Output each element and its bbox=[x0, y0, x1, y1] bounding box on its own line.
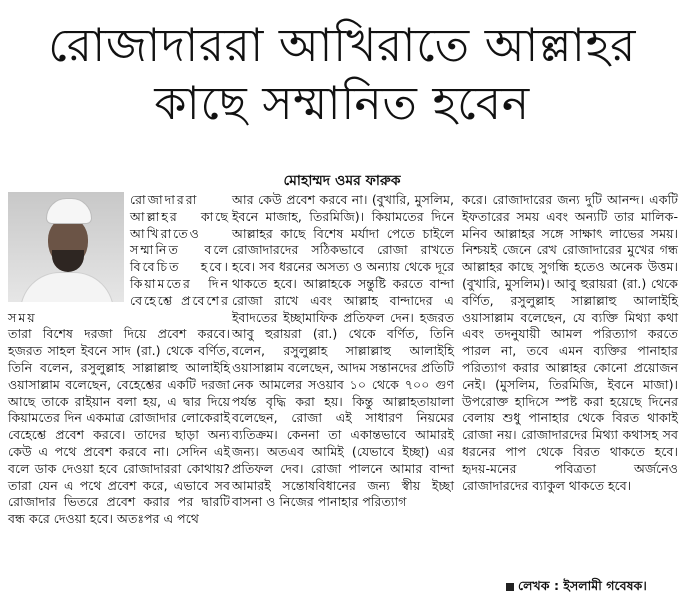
headline-line-1: রোজাদাররা আখিরাতে আল্লাহর bbox=[48, 18, 636, 72]
author-note-label: লেখক : bbox=[518, 578, 559, 593]
bullet-square-icon bbox=[506, 583, 514, 591]
byline: মোহাম্মদ ওমর ফারুক bbox=[283, 173, 401, 189]
column-2-body: আর কেউ প্রবেশ করবে না। (বুখারি, মুসলিম, ইবনে মাজাহ, তিরমিজি)। কিয়ামতের দিনে আল্লাহর কাছে বিশেষ মর্যাদা পেতে চাইলে রোজাদারদের সঠিকভাবে রোজা রাখতে হবে। সব ধরনের অসত্য ও অন্যায় থেকে দূরে থাকতে হবে। আল্লাহকে সন্তুষ্টি করতে বান্দা রোজা রাখে এবং আল্লাহ বান্দাদের এ ইবাদতের ইচ্ছামাফিক প্রতিফল দেন। হজরত আবু হুরায়রা (রা.) থেকে বর্ণিত, তিনি বলেন, রসুলুল্লাহ সাল্লাল্লাহু আলাইহি ওয়াসাল্লাম বলেছেন, আদম সন্তানদের প্রতিটি নেক আমলের সওয়াব ১০ থেকে ৭০০ গুণ পর্যন্ত বৃদ্ধি করা হয়। কিন্তু আল্লাহতায়ালা বলেছেন, রোজা এই সাধারণ নিয়মের ব্যতিক্রম। কেননা তা একান্তভাবে আমারই জন্য। অতএব আমিই (যেভাবে ইচ্ছা) এর প্রতিফল দেব। রোজা পালনে আমার বান্দা আমারই সন্তোষবিধানের জন্য স্বীয় ইচ্ছা বাসনা ও নিজের পানাহার পরিত্যাগ bbox=[232, 192, 454, 510]
article-column-3 bbox=[462, 192, 678, 494]
headline bbox=[0, 16, 684, 132]
article-column-2 bbox=[232, 192, 454, 511]
article-column-1 bbox=[8, 192, 230, 528]
author-note bbox=[506, 578, 647, 594]
column-3-body: করে। রোজাদারের জন্য দুটি আনন্দ। একটি ইফতারের সময় এবং অন্যটি তার মালিক-মনিব আল্লাহর সঙ্গে সাক্ষাৎ লাভের সময়। নিশ্চয়ই জেনে রেখ রোজাদারের মুখের গন্ধ আল্লাহর কাছে সুগন্ধি হতেও অনেক উত্তম। (বুখারি, মুসলিম)। আবু হুরায়রা (রা.) থেকে বর্ণিত, রসুলুল্লাহ সাল্লাল্লাহু আলাইহি ওয়াসাল্লাম বলেছেন, যে ব্যক্তি মিথ্যা কথা এবং তদনুযায়ী আমল পরিত্যাগ করতে পারল না, তবে এমন ব্যক্তির পানাহার পরিত্যাগ করার আল্লাহর কোনো প্রয়োজন নেই। (মুসলিম, তিরমিজি, ইবনে মাজা)। উপরোক্ত হাদিসে স্পষ্ট করা হয়েছে দিনের বেলায় শুধু পানাহার থেকে বিরত থাকাই রোজা নয়। রোজাদারদের মিথ্যা কথাসহ সব ধরনের পাপ থেকে বিরত থাকতে হবে। হৃদয়-মনের পবিত্রতা অর্জনেও রোজাদারদের ব্যাকুল থাকতে হবে। bbox=[462, 192, 678, 493]
column-1-body: তারা বিশেষ দরজা দিয়ে প্রবেশ করবে। হজরত সাহল ইবনে সাদ (রা.) থেকে বর্ণিত, তিনি বলেন, রসুলুল্লাহ সাল্লাল্লাহু আলাইহি ওয়াসাল্লাম বলেছেন, বেহেশ্তের একটি দরজা আছে তাকে রাইয়ান বলা হয়, এ দ্বার দিয়ে কিয়ামতের দিন একমাত্র রোজাদার লোকেরাই বেহেশ্তে প্রবেশ করবে। তাদের ছাড়া অন্য কেউ এ পথে প্রবেশ করবে না। সেদিন এই বলে ডাক দেওয়া হবে রোজাদাররা কোথায়? তারা যেন এ পথে প্রবেশ করে, এভাবে সব রোজাদার ভিতরে প্রবেশ করার পর দ্বারটি বন্ধ করে দেওয়া হবে। অতঃপর এ পথে bbox=[8, 326, 230, 527]
column-1-intro: রোজাদাররা আল্লাহর কাছে আখিরাতেও সম্মানিত বলে বিবেচিত হবে। কিয়ামতের দিন বেহেশ্তে প্রবেশের সময় bbox=[8, 192, 230, 325]
author-photo bbox=[8, 192, 124, 302]
author-note-value: ইসলামী গবেষক। bbox=[563, 578, 647, 593]
headline-line-2: কাছে সম্মানিত হবেন bbox=[154, 76, 530, 130]
